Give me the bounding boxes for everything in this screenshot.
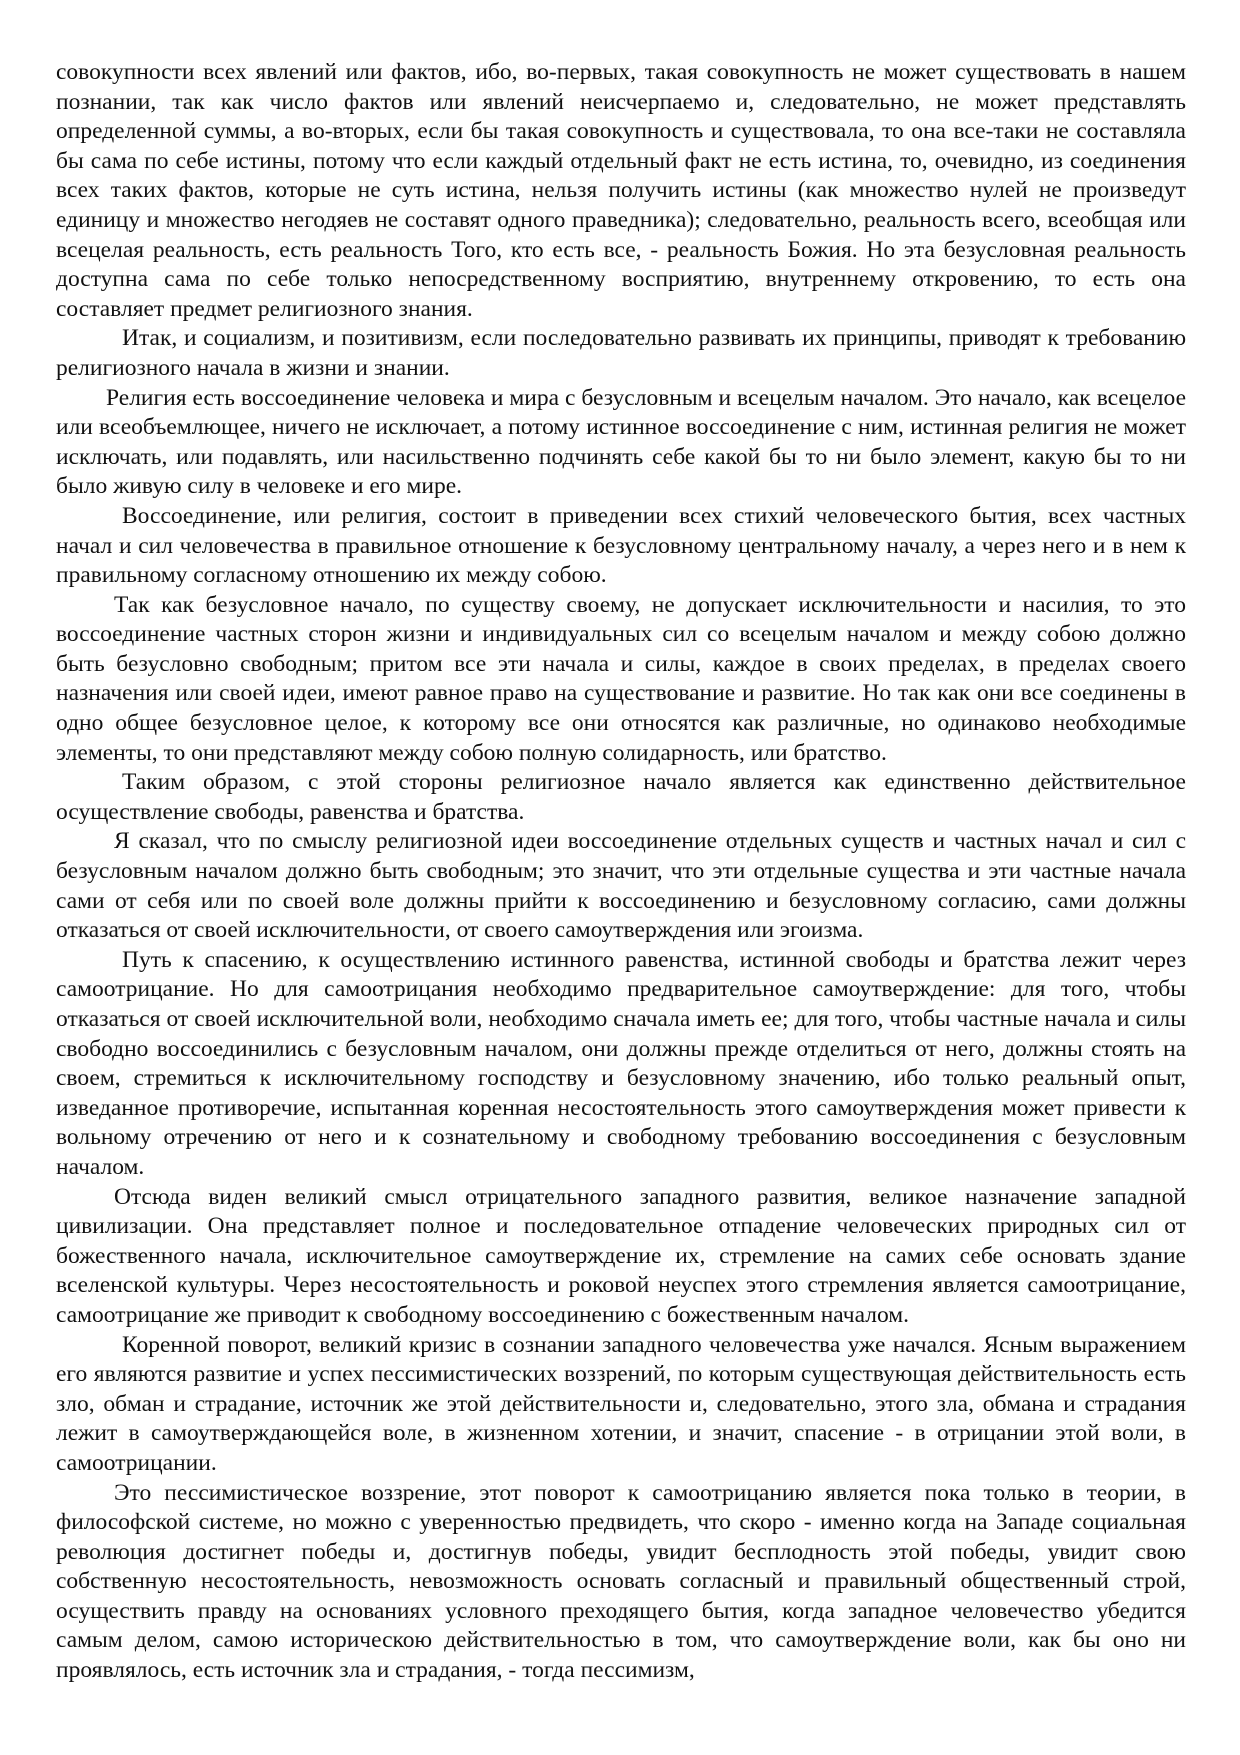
paragraph-5: Так как безусловное начало, по существу своему, не допускает исключительности и насилия, то это воссоединение частных сторон жизни и индивидуальных сил со всецелым началом и между собою должно быть безусловно свободным; притом все эти начала и силы, каждое в своих пределах, в пределах своего назначения или своей идеи, имеют равное право на существование и развитие. Но так как они все соединены в одно общее безусловное целое, к которому все они относятся как различные, но одинаково необходимые элементы, то они представляют между собою полную солидарность, или братство.: [56, 591, 1186, 766]
paragraph-8: Путь к спасению, к осуществлению истинного равенства, истинной свободы и братства лежит через самоотрицание. Но для самоотрицания необходимо предварительное самоутверждение: для того, чтобы отказаться от своей исключительной воли, необходимо сначала иметь ее; для того, чтобы частные начала и силы свободно воссоединились с безусловным началом, они должны прежде отделиться от него, должны стоять на своем, стремиться к исключительному господству и безусловному значению, ибо только реальный опыт, изведанное противоречие, испытанная коренная несостоятельность этого самоутверждения может привести к вольному отречению от него и к сознательному и свободному требованию воссоединения с безусловным началом.: [56, 946, 1186, 1180]
paragraph-7: Я сказал, что по смыслу религиозной идеи воссоединение отдельных существ и частных начал и сил с безусловным началом должно быть свободным; это значит, что эти отдельные существа и эти частные начала сами от себя или по своей воле должны прийти к воссоединению и безусловному согласию, сами должны отказаться от своей исключительности, от своего самоутверждения или эгоизма.: [56, 828, 1186, 944]
paragraph-1: совокупности всех явлений или фактов, ибо, во-первых, такая совокупность не может существовать в нашем познании, так как число фактов или явлений неисчерпаемо и, следовательно, не может представлять определенной суммы, а во-вторых, если бы такая совокупность и существовала, то она все-таки не составляла бы сама по себе истины, потому что если каждый отдельный факт не есть истина, то, очевидно, из соединения всех таких фактов, которые не суть истина, нельзя получить истины (как множество нулей не произведут единицу и множество негодяев не составят одного праведника); следовательно, реальность всего, всеобщая или всецелая реальность, есть реальность Того, кто есть все, - реальность Божия. Но эта безусловная реальность доступна сама по себе только непосредственному восприятию, внутреннему откровению, то есть она составляет предмет религиозного знания.: [56, 59, 1186, 322]
paragraph-11: Это пессимистическое воззрение, этот поворот к самоотрицанию является пока только в теории, в философской системе, но можно с уверенностью предвидеть, что скоро - именно когда на Западе социальная революция достигнет победы и, достигнув победы, увидит бесплодность этой победы, увидит свою собственную несостоятельность, невозможность основать согласный и правильный общественный строй, осуществить правду на основаниях условного преходящего бытия, когда западное человечество убедится самым делом, самою историческою действительностью в том, что самоутверждение воли, как бы оно ни проявлялось, есть источник зла и страдания, - тогда пессимизм,: [56, 1479, 1186, 1684]
paragraph-3: Религия есть воссоединение человека и мира с безусловным и всецелым началом. Это начало, как всецелое или всеобъемлющее, ничего не исключает, а потому истинное воссоединение с ним, истинная религия не может исключать, или подавлять, или насильственно подчинять себе какой бы то ни было элемент, какую бы то ни было живую силу в человеке и его мире.: [56, 384, 1186, 500]
document-page: [56, 58, 1186, 1738]
paragraph-4: Воссоединение, или религия, состоит в приведении всех стихий человеческого бытия, всех частных начал и сил человечества в правильное отношение к безусловному центральному началу, а через него и в нем к правильному согласному отношению их между собою.: [56, 502, 1186, 589]
paragraph-2: Итак, и социализм, и позитивизм, если последовательно развивать их принципы, приводят к требованию религиозного начала в жизни и знании.: [56, 325, 1186, 381]
paragraph-9: Отсюда виден великий смысл отрицательного западного развития, великое назначение западной цивилизации. Она представляет полное и последовательное отпадение человеческих природных сил от божественного начала, исключительное самоутверждение их, стремление на самих себе основать здание вселенской культуры. Через несостоятельность и роковой неуспех этого стремления является самоотрицание, самоотрицание же приводит к свободному воссоединению с божественным началом.: [56, 1183, 1186, 1328]
paragraph-10: Коренной поворот, великий кризис в сознании западного человечества уже начался. Ясным выражением его являются развитие и успех пессимистических воззрений, по которым существующая действительность есть зло, обман и страдание, источник же этой действительности и, следовательно, этого зла, обмана и страдания лежит в самоутверждающейся воле, в жизненном хотении, и значит, спасение - в отрицании этой воли, в самоотрицании.: [56, 1331, 1186, 1476]
paragraph-6: Таким образом, с этой стороны религиозное начало является как единственно действительное осуществление свободы, равенства и братства.: [56, 769, 1186, 825]
